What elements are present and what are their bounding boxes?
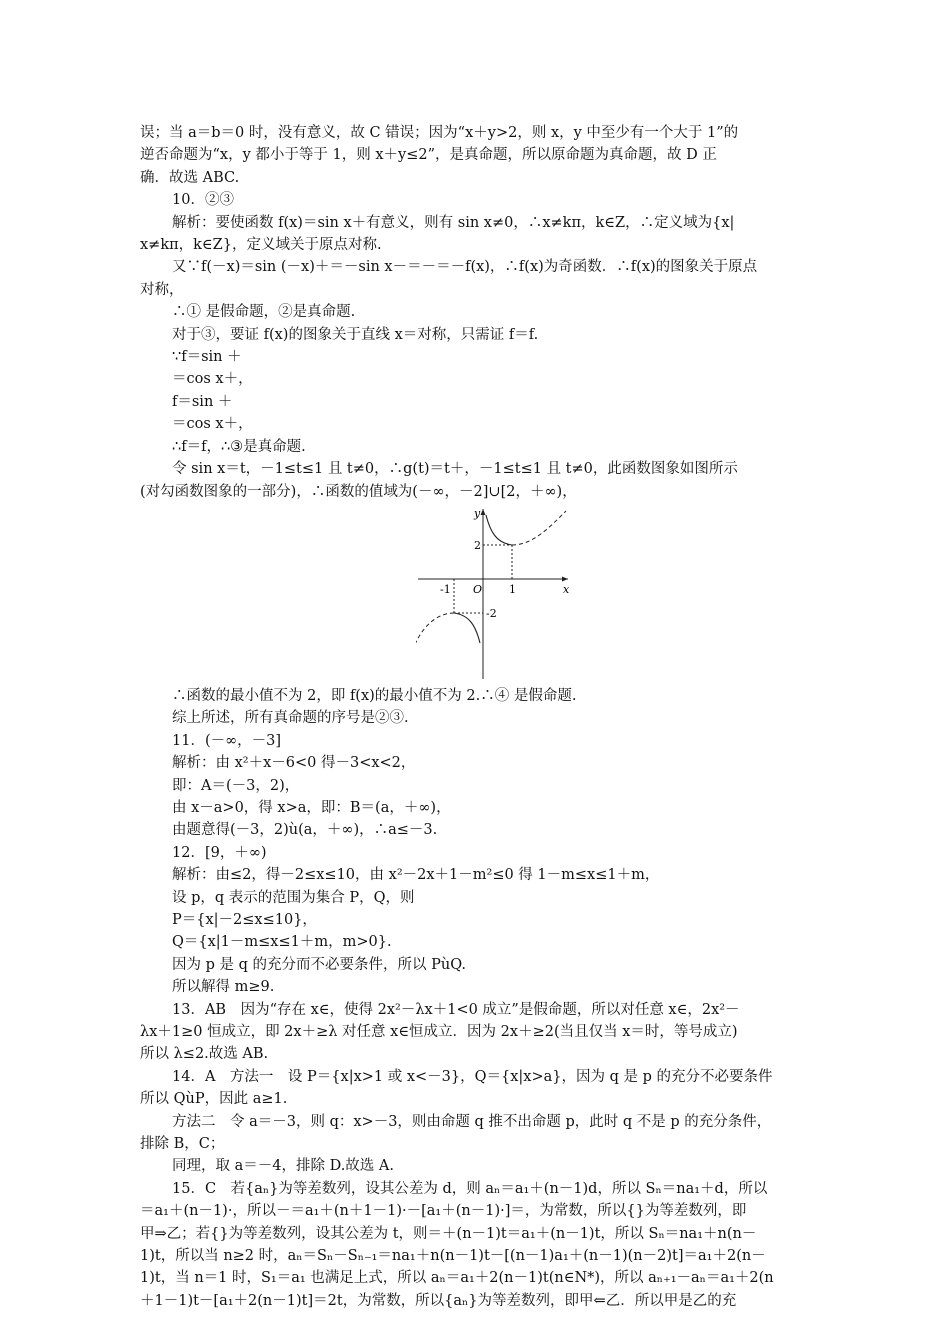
text-line: 所以 λ≤2.故选 AB. <box>140 1046 269 1063</box>
text-line: ∴f＝f，∴③是真命题. <box>172 438 306 455</box>
answer-number: 11．(－∞，－3] <box>172 732 282 749</box>
x-axis-arrow-icon <box>562 576 568 581</box>
text-line: 对称， <box>140 281 184 298</box>
answer-number: 10．②③ <box>172 192 234 209</box>
origin-label: O <box>473 582 483 596</box>
y-axis-arrow-icon <box>481 509 486 515</box>
text-line: 误；当 a＝b＝0 时，没有意义，故 C 错误；因为“x＋y>2，则 x，y 中至少有一个大于 1”的 <box>140 125 739 141</box>
curve-right-dashed <box>512 511 566 545</box>
text-line: 令 sin x＝t，－1≤t≤1 且 t≠0，∴g(t)＝t＋，－1≤t≤1 且 t≠0，此函数图象如图所示 <box>172 461 738 478</box>
text-line: 设 p，q 表示的范围为集合 P，Q，则 <box>172 889 415 906</box>
answer-number: 12．[9，＋∞) <box>172 844 267 861</box>
text-line: ＝cos x＋， <box>172 416 253 433</box>
text-line: 方法二 令 a＝－3，则 q：x>－3，则由命题 q 推不出命题 p，此时 q 不是 p 的充分条件， <box>172 1113 772 1130</box>
text-line: 甲⇒乙；若{}为等差数列，设其公差为 t，则＝＋(n－1)t＝a₁＋(n－1)t，所以 Sₙ＝na₁＋n(n－ <box>140 1225 757 1242</box>
tick-label-neg1: -1 <box>440 582 451 596</box>
text-line: ∴函数的最小值不为 2，即 f(x)的最小值不为 2.∴④ 是假命题. <box>172 687 577 704</box>
function-graph <box>416 507 586 683</box>
text-line: 同理，取 a＝－4，排除 D.故选 A. <box>172 1158 394 1175</box>
text-line: ＋1－1)t－[a₁＋2(n－1)t]＝2t，为常数，所以{aₙ}为等差数列，即甲⇐乙．所以甲是乙的充 <box>140 1292 737 1309</box>
text-line: ∴① 是假命题，②是真命题. <box>172 304 356 321</box>
tick-label-neg2: -2 <box>486 606 497 620</box>
curve-right-solid <box>486 515 512 545</box>
text-line: 所以解得 m≥9. <box>172 979 275 996</box>
answer-number: 14．A 方法一 设 P＝{x|x>1 或 x<－3}，Q＝{x|x>a}，因为 q 是 p 的充分不必要条件 <box>172 1068 773 1085</box>
x-axis-label: x <box>563 582 570 596</box>
text-line: 所以 QùP，因此 a≥1. <box>140 1091 288 1108</box>
text-line: ＝cos x＋， <box>172 371 253 388</box>
text-line: 解析：由 x²＋x－6<0 得－3<x<2， <box>172 755 416 772</box>
text-line: (对勾函数图象的一部分)，∴函数的值域为(－∞，－2]∪[2，＋∞)， <box>140 483 577 500</box>
text-line: ＝a₁＋(n－1)·，所以－＝a₁＋(n＋1－1)·－[a₁＋(n－1)·]＝，为常数，所以{}为等差数列，即 <box>140 1203 747 1220</box>
text-line: ∵f＝sin ＋ <box>172 349 242 366</box>
text-line: Q＝{x|1－m≤x≤1＋m，m>0}. <box>172 934 392 951</box>
text-line: 逆否命题为“x，y 都小于等于 1，则 x＋y≤2”，是真命题，所以原命题为真命题，故 D 正 <box>140 147 717 164</box>
text-line: 即：A＝(－3，2)， <box>172 777 300 794</box>
text-line: λx＋1≥0 恒成立，即 2x＋≥λ 对任意 x∈恒成立．因为 2x＋≥2(当且仅当 x＝时，等号成立) <box>140 1024 738 1040</box>
text-line: x≠kπ，k∈Z}，定义域关于原点对称. <box>140 237 382 254</box>
text-line: 解析：要使函数 f(x)＝sin x＋有意义，则有 sin x≠0，∴x≠kπ，k∈Z，∴定义域为{x| <box>172 214 735 231</box>
text-line: P＝{x|－2≤x≤10}， <box>172 911 317 928</box>
answer-number: 13．AB 因为“存在 x∈，使得 2x²－λx＋1<0 成立”是假命题，所以对任意 x∈，2x²－ <box>172 1001 740 1018</box>
text-line: 排除 B，C； <box>140 1136 225 1153</box>
text-line: 又∵f(－x)＝sin (－x)＋＝－sin x－＝－＝－f(x)，∴f(x)为奇函数．∴f(x)的图象关于原点 <box>172 259 758 276</box>
function-graph-figure <box>140 507 816 683</box>
text-line: 1)t，当 n＝1 时，S₁＝a₁ 也满足上式，所以 aₙ＝a₁＋2(n－1)t(n∈N*)，所以 aₙ₊₁－aₙ＝a₁＋2(n <box>140 1270 774 1287</box>
text-line: 由题意得(－3，2)ù(a，＋∞)，∴a≤－3. <box>172 822 438 839</box>
y-axis-label: y <box>474 506 481 520</box>
text-line: 对于③，要证 f(x)的图象关于直线 x＝对称，只需证 f＝f. <box>172 326 539 343</box>
answer-number: 15．C 若{aₙ}为等差数列，设其公差为 d，则 aₙ＝a₁＋(n－1)d，所以 Sₙ＝na₁＋d，所以 <box>172 1180 768 1197</box>
tick-label-2: 2 <box>474 538 481 552</box>
text-line: 1)t，所以当 n≥2 时，aₙ＝Sₙ－Sₙ₋₁＝na₁＋n(n－1)t－[(n－1)a₁＋(n－1)(n－2)t]＝a₁＋2(n－ <box>140 1248 766 1265</box>
curve-left-solid <box>454 613 480 643</box>
answer-text <box>140 122 816 1312</box>
text-line: 由 x－a>0，得 x>a，即：B＝(a，＋∞)， <box>172 799 451 816</box>
curve-left-dashed <box>416 613 454 647</box>
text-line: 因为 p 是 q 的充分而不必要条件，所以 PùQ. <box>172 956 466 973</box>
text-line: 综上所述，所有真命题的序号是②③. <box>172 710 409 727</box>
text-line: 解析：由≤2，得－2≤x≤10，由 x²－2x＋1－m²≤0 得 1－m≤x≤1＋m， <box>172 867 660 884</box>
text-line: 确．故选 ABC. <box>140 169 240 186</box>
tick-label-1: 1 <box>509 582 516 596</box>
text-line: f＝sin ＋ <box>172 393 233 410</box>
